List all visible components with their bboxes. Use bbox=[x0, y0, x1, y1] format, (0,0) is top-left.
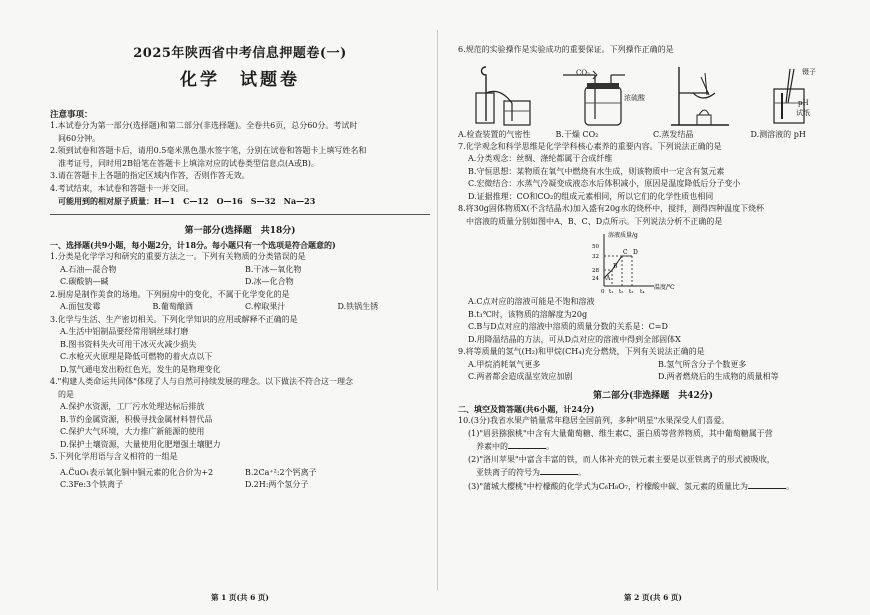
question-8: 8.将30g固体物质X(不含结晶水)加入盛有20g水的烧杯中，搅拌，测得四种温度下烧杯 bbox=[458, 204, 765, 213]
q10-part2-cont: 亚铁离子的符号为 。 bbox=[468, 468, 586, 477]
q4-option-b: B.节约金属资源，积极寻找金属材料替代品 bbox=[60, 414, 213, 424]
q1-option-a: A.石油—混合物 bbox=[60, 264, 117, 274]
q9-options-2 bbox=[458, 371, 848, 384]
part1-heading: 第一部分(选择题 共18分) bbox=[184, 225, 296, 236]
q3-option-d: D.氖气通电发出粉红色光，发生的是物理变化 bbox=[60, 364, 221, 374]
q1-option-b: B.干冰—氧化物 bbox=[245, 264, 302, 274]
point-d: D bbox=[633, 249, 638, 256]
notes-divider bbox=[50, 214, 430, 215]
q7-option-b: B.守恒思想：某物质在氧气中燃烧有水生成，则该物质中一定含有氢元素 bbox=[468, 166, 725, 176]
q6-apparatus-row bbox=[458, 63, 848, 129]
q9-option-c: C.两者都会造成温室效应加剧 bbox=[468, 372, 573, 381]
q6-option-a: A.检查装置的气密性 bbox=[458, 129, 531, 139]
section1-heading: 一、选择题(共9小题，每小题2分，计18分。每小题只有一个选项是符合题意的) bbox=[50, 239, 336, 250]
xtick-0: 0 bbox=[601, 289, 605, 294]
note-line: 3.请在答题卡上各题的指定区域内作答，否则作答无效。 bbox=[50, 171, 250, 180]
notes-heading: 注意事项： bbox=[50, 110, 93, 120]
apparatus-c-evaporation bbox=[659, 63, 747, 129]
page-footer-right: 第 2 页(共 6 页) bbox=[624, 593, 682, 602]
question-7: 7.化学观念和科学思维是化学学科核心素养的重要内容。下列说法正确的是 bbox=[458, 141, 722, 151]
xtick-t1: t₁ bbox=[609, 289, 614, 294]
q1-options-2 bbox=[50, 276, 430, 289]
q8-option-c: C.B与D点对应的溶液中溶质的质量分数的关系是：C=D bbox=[468, 322, 668, 331]
question-3: 3.化学与生活、生产密切相关。下列化学知识的应用或解释不正确的是 bbox=[50, 314, 298, 324]
q1-options bbox=[50, 264, 430, 277]
q5-option-d: D.2H:两个氢分子 bbox=[245, 480, 309, 489]
q5-option-c: C.3Fe:3个铁离子 bbox=[60, 480, 124, 489]
page-footer-left: 第 1 页(共 6 页) bbox=[211, 593, 269, 602]
question-6: 6.规范的实验操作是实验成功的重要保证。下列操作正确的是 bbox=[458, 45, 674, 54]
answer-blank[interactable] bbox=[508, 440, 546, 449]
ytick-50: 50 bbox=[592, 244, 599, 250]
label-ph: pH bbox=[798, 98, 809, 107]
q9-option-d: D.两者燃烧后的生成物的质量相等 bbox=[658, 372, 779, 381]
note-line: 2.领到试卷和答题卡后，请用0.5毫米黑色墨水签字笔，分别在试卷和答题卡上填写姓名和 bbox=[50, 146, 367, 155]
ytick-24: 24 bbox=[592, 276, 599, 282]
section2-heading: 二、填空及简答题(共6小题，计24分) bbox=[458, 403, 595, 414]
q10-part1-text: 养素中的 bbox=[468, 442, 508, 451]
ytick-32: 32 bbox=[592, 254, 599, 260]
note-line: 1.本试卷分为第一部分(选择题)和第二部分(非选择题)。全卷共6页，总分60分。考试时 bbox=[50, 121, 358, 130]
point-c: C bbox=[623, 249, 628, 256]
q4-option-a: A.保护水资源，工厂污水处理达标后排放 bbox=[60, 402, 205, 411]
question-8-cont: 中溶液的质量分别如图中A、B、C、D点所示。下列说法分析不正确的是 bbox=[458, 216, 723, 226]
label-tweezer: 镊子 bbox=[802, 67, 816, 76]
note-line: 准考证号，同时用2B铅笔在答题卡上填涂对应的试卷类型信息点(A或B)。 bbox=[50, 158, 319, 168]
q3-option-a: A.生活中铝制品要经常用钢丝球打磨 bbox=[60, 327, 189, 336]
apparatus-a-airtightness bbox=[458, 63, 546, 129]
part2-heading: 第二部分(非选择题 共42分) bbox=[592, 390, 714, 401]
graph-ylabel: 溶液质量/g bbox=[608, 232, 638, 239]
page-divider bbox=[437, 30, 438, 590]
graph-xlabel: 温度/℃ bbox=[654, 284, 675, 291]
q10-part1: (1)"眉县猕猴桃"中含有大量葡萄糖、维生素C、蛋白质等营养物质，其中葡萄糖属于营 bbox=[468, 428, 773, 438]
point-a: A bbox=[606, 275, 611, 282]
label-co2: CO₂ bbox=[576, 68, 590, 77]
q7-option-c: C.宏微结合：水蒸气冷凝变成液态水后体积减小，原因是温度降低后分子变小 bbox=[468, 179, 741, 188]
q2-option-a: A.面包发霉 bbox=[60, 302, 101, 311]
q3-option-b: B.图书资料失火可用干冰灭火减少损失 bbox=[60, 339, 197, 349]
right-page bbox=[458, 0, 848, 615]
label-sulfuric-acid: 浓硫酸 bbox=[624, 93, 645, 102]
question-9: 9.将等质量的氢气(H₂)和甲烷(CH₄)充分燃烧，下列有关说法正确的是 bbox=[458, 347, 705, 356]
xtick-t4: t₄ bbox=[640, 289, 645, 294]
q6-option-d: D.测溶液的 pH bbox=[750, 129, 806, 139]
question-4: 4."构建人类命运共同体"体现了人与自然可持续发展的理念。以下做法不符合这一理念 bbox=[50, 377, 353, 386]
exam-title: 2025年陕西省中考信息押题卷(一) bbox=[133, 46, 347, 61]
left-page bbox=[50, 0, 430, 615]
xtick-t2: t₂ bbox=[619, 289, 624, 294]
graph-svg bbox=[588, 230, 688, 294]
point-b: B bbox=[613, 263, 618, 270]
q4-option-d: D.保护土壤资源，大量使用化肥增强土壤肥力 bbox=[60, 439, 221, 449]
q1-option-c: C.碳酸钠—碱 bbox=[60, 277, 109, 286]
q5-options-2 bbox=[50, 479, 430, 492]
q7-option-d: D.证据推理：CO和CO₂的组成元素相同，所以它们的化学性质也相同 bbox=[468, 191, 714, 201]
xtick-t3: t₃ bbox=[629, 289, 634, 294]
q5-option-a: A.C̈uO₁表示氧化铜中铜元素的化合价为+2 bbox=[60, 467, 214, 477]
q8-option-a: A.C点对应的溶液可能是不饱和溶液 bbox=[468, 297, 595, 306]
q10-part3: (3)"蒲城大樱桃"中柠檬酸的化学式为C₆H₈O₇，柠檬酸中碳、氢元素的质量比为 。 bbox=[468, 481, 794, 491]
question-4-cont: 的是 bbox=[50, 389, 74, 399]
q5-options bbox=[50, 467, 430, 480]
q9-option-b: B.氢气所含分子个数更多 bbox=[658, 359, 747, 369]
label-test-paper: 试纸 bbox=[796, 108, 810, 117]
note-line: 4.考试结束，本试卷和答题卡一并交回。 bbox=[50, 183, 194, 193]
q4-option-c: C.保护大气环境，大力推广新能源的使用 bbox=[60, 427, 205, 436]
exam-subtitle: 化学 试题卷 bbox=[180, 70, 300, 90]
q10-part2-text: 亚铁离子的符号为 bbox=[468, 468, 540, 477]
question-10: 10.(3分)我省水果产销量常年稳居全国前列，多种"明星"水果深受人们喜爱。 bbox=[458, 416, 730, 425]
question-2: 2.厨房是制作美食的场地。下列厨房中的变化，不属于化学变化的是 bbox=[50, 289, 290, 299]
q8-solubility-graph bbox=[458, 230, 848, 294]
q6-options bbox=[458, 129, 848, 141]
q6-option-c: C.蒸发结晶 bbox=[653, 129, 694, 139]
note-line: 间60分钟。 bbox=[50, 133, 101, 143]
q2-option-b: B.葡萄酿酒 bbox=[152, 302, 193, 311]
q2-option-d: D.铁锅生锈 bbox=[337, 302, 379, 311]
q6-option-b: B.干燥 CO₂ bbox=[555, 129, 599, 139]
question-5: 5.下列化学用语与含义相符的一组是 bbox=[50, 452, 178, 461]
q8-option-d: D.用降温结晶的方法，可从D点对应的溶液中得到全部固体X bbox=[468, 334, 681, 344]
q1-option-d: D.冰—化合物 bbox=[245, 277, 294, 286]
q8-option-b: B.t₁℃时，该物质的溶解度为20g bbox=[468, 309, 588, 319]
answer-blank[interactable] bbox=[748, 480, 786, 489]
answer-blank[interactable] bbox=[540, 466, 578, 475]
q2-option-c: C.榨取果汁 bbox=[245, 302, 286, 311]
q10-part2: (2)"洛川苹果"中富含丰富的铁，而人体补充的铁元素主要是以亚铁离子的形式被吸收， bbox=[468, 454, 775, 464]
q9-option-a: A.甲烷消耗氧气更多 bbox=[468, 359, 541, 369]
question-1: 1.分类是化学学习和研究的重要方法之一。下列有关物质的分类错误的是 bbox=[50, 252, 306, 261]
q7-option-a: A.分类观念：丝绸、涤纶都属于合成纤维 bbox=[468, 154, 613, 163]
atomic-mass-line: 可能用到的相对原子质量：H—1 C—12 O—16 S—32 Na—23 bbox=[50, 196, 316, 206]
q10-part1-cont: 养素中的 。 bbox=[468, 442, 554, 451]
q10-part3-text: (3)"蒲城大樱桃"中柠檬酸的化学式为C₆H₈O₇，柠檬酸中碳、氢元素的质量比为 bbox=[468, 481, 748, 491]
ytick-28: 28 bbox=[592, 268, 599, 274]
q5-option-b: B.2Ca⁺²:2个钙离子 bbox=[245, 467, 317, 477]
q3-option-c: C.水枪灭火原理是降低可燃物的着火点以下 bbox=[60, 352, 213, 361]
q9-options bbox=[458, 359, 848, 372]
q2-options bbox=[50, 301, 430, 314]
